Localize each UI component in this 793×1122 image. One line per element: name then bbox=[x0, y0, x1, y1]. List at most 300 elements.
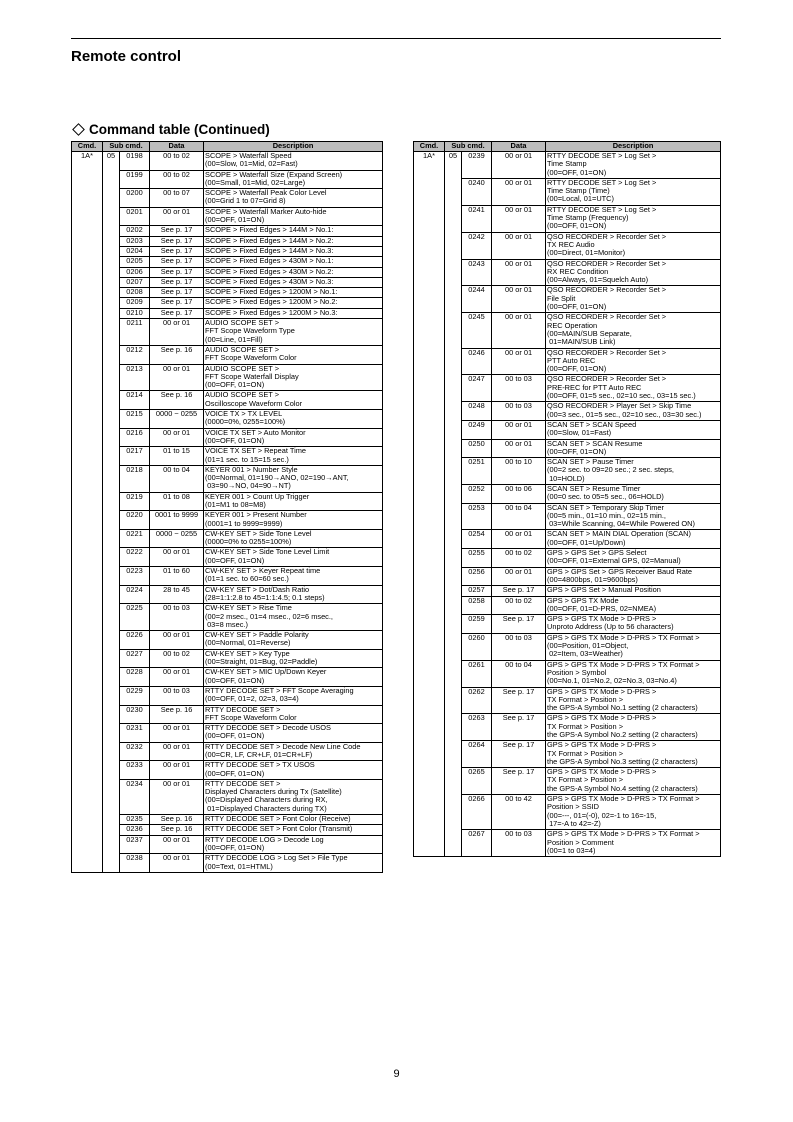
cmd-cell bbox=[72, 257, 103, 267]
table-row bbox=[72, 686, 383, 705]
sub-cmd-number-cell: 0252 bbox=[462, 484, 492, 503]
sub-cmd-cell bbox=[445, 596, 462, 615]
description-cell: RTTY DECODE LOG > Log Set > File Type (00=Text, 01=HTML) bbox=[204, 854, 383, 873]
table-row bbox=[72, 410, 383, 429]
data-cell: See p. 17 bbox=[492, 586, 546, 596]
sub-cmd-cell bbox=[445, 660, 462, 687]
sub-cmd-cell bbox=[103, 410, 120, 429]
table-row bbox=[72, 705, 383, 724]
table-row bbox=[72, 152, 383, 171]
sub-cmd-number-cell: 0239 bbox=[462, 152, 492, 179]
data-cell: 00 to 03 bbox=[492, 402, 546, 421]
sub-cmd-cell bbox=[103, 170, 120, 189]
table-header-row bbox=[72, 142, 383, 152]
table-row bbox=[414, 439, 721, 458]
table-row bbox=[414, 178, 721, 205]
data-cell: 00 to 02 bbox=[492, 549, 546, 568]
sub-cmd-number-cell: 0250 bbox=[462, 439, 492, 458]
sub-cmd-cell bbox=[103, 631, 120, 650]
data-cell: See p. 17 bbox=[150, 267, 204, 277]
sub-cmd-cell bbox=[445, 313, 462, 348]
cmd-cell bbox=[414, 348, 445, 375]
sub-cmd-number-cell: 0205 bbox=[120, 257, 150, 267]
description-cell: RTTY DECODE SET > Font Color (Transmit) bbox=[204, 825, 383, 835]
data-cell: 00 or 01 bbox=[492, 348, 546, 375]
sub-cmd-number-cell: 0218 bbox=[120, 465, 150, 492]
sub-cmd-cell bbox=[103, 686, 120, 705]
table-row bbox=[72, 548, 383, 567]
table-row bbox=[72, 277, 383, 287]
table-row bbox=[414, 795, 721, 830]
description-cell: SCOPE > Waterfall Peak Color Level (00=Grid 1 to 07=Grid 8) bbox=[204, 189, 383, 208]
cmd-cell bbox=[72, 511, 103, 530]
description-cell: SCOPE > Fixed Edges > 1200M > No.1: bbox=[204, 288, 383, 298]
table-row bbox=[414, 687, 721, 714]
cmd-cell bbox=[414, 178, 445, 205]
sub-cmd-number-cell: 0257 bbox=[462, 586, 492, 596]
sub-cmd-number-cell: 0266 bbox=[462, 795, 492, 830]
cmd-cell bbox=[72, 742, 103, 761]
data-cell: See p. 17 bbox=[150, 257, 204, 267]
cmd-cell bbox=[72, 319, 103, 346]
sub-cmd-number-cell: 0256 bbox=[462, 567, 492, 586]
cmd-cell bbox=[414, 567, 445, 586]
table-row bbox=[414, 830, 721, 857]
sub-cmd-cell bbox=[445, 567, 462, 586]
description-cell: SCAN SET > Resume Timer (00=0 sec. to 05=5 sec., 06=HOLD) bbox=[546, 484, 721, 503]
table-row bbox=[72, 604, 383, 631]
command-table-left bbox=[71, 141, 383, 873]
header-sub-cmd: Sub cmd. bbox=[103, 142, 150, 152]
cmd-cell bbox=[414, 503, 445, 530]
sub-cmd-cell bbox=[103, 649, 120, 668]
sub-cmd-number-cell: 0202 bbox=[120, 226, 150, 236]
table-row bbox=[72, 298, 383, 308]
sub-cmd-number-cell: 0221 bbox=[120, 529, 150, 548]
table-body-left bbox=[72, 152, 383, 873]
table-row bbox=[72, 170, 383, 189]
description-cell: RTTY DECODE SET > Font Color (Receive) bbox=[204, 815, 383, 825]
table-row bbox=[414, 549, 721, 568]
description-cell: GPS > GPS Set > GPS Receiver Baud Rate (00=4800bps, 01=9600bps) bbox=[546, 567, 721, 586]
sub-cmd-number-cell: 0209 bbox=[120, 298, 150, 308]
header-cmd: Cmd. bbox=[72, 142, 103, 152]
cmd-cell bbox=[72, 428, 103, 447]
sub-cmd-number-cell: 0217 bbox=[120, 447, 150, 466]
data-cell: See p. 17 bbox=[492, 687, 546, 714]
cmd-cell bbox=[414, 795, 445, 830]
description-cell: RTTY DECODE SET > Displayed Characters during Tx (Satellite) (00=Displayed Characters during RX, 01=Displayed Characters during TX) bbox=[204, 779, 383, 814]
cmd-cell bbox=[414, 830, 445, 857]
sub-cmd-number-cell: 0203 bbox=[120, 236, 150, 246]
data-cell: 00 to 03 bbox=[492, 830, 546, 857]
cmd-cell bbox=[72, 447, 103, 466]
cmd-cell bbox=[72, 825, 103, 835]
sub-cmd-cell bbox=[445, 503, 462, 530]
sub-cmd-number-cell: 0226 bbox=[120, 631, 150, 650]
data-cell: 00 to 03 bbox=[492, 633, 546, 660]
sub-cmd-cell bbox=[445, 795, 462, 830]
data-cell: 00 to 42 bbox=[492, 795, 546, 830]
sub-cmd-cell bbox=[103, 277, 120, 287]
description-cell: SCOPE > Fixed Edges > 430M > No.3: bbox=[204, 277, 383, 287]
cmd-cell bbox=[414, 596, 445, 615]
data-cell: 00 or 01 bbox=[150, 742, 204, 761]
table-row bbox=[72, 825, 383, 835]
sub-cmd-cell bbox=[103, 226, 120, 236]
data-cell: 00 or 01 bbox=[150, 364, 204, 391]
table-row bbox=[72, 631, 383, 650]
data-cell: 00 or 01 bbox=[150, 724, 204, 743]
cmd-cell bbox=[414, 313, 445, 348]
sub-cmd-number-cell: 0244 bbox=[462, 286, 492, 313]
table-row bbox=[414, 633, 721, 660]
cmd-cell bbox=[72, 246, 103, 256]
cmd-cell bbox=[72, 308, 103, 318]
description-cell: QSO RECORDER > Recorder Set > PRE-REC for PTT Auto REC (00=OFF, 01=5 sec., 02=10 sec., 03=15 sec.) bbox=[546, 375, 721, 402]
sub-cmd-number-cell: 0214 bbox=[120, 391, 150, 410]
cmd-cell bbox=[414, 484, 445, 503]
cmd-cell bbox=[414, 232, 445, 259]
description-cell: QSO RECORDER > Recorder Set > File Split (00=OFF, 01=ON) bbox=[546, 286, 721, 313]
data-cell: See p. 17 bbox=[150, 236, 204, 246]
sub-cmd-cell bbox=[103, 779, 120, 814]
table-row bbox=[72, 724, 383, 743]
table-row bbox=[72, 567, 383, 586]
table-row bbox=[72, 668, 383, 687]
header-description: Description bbox=[204, 142, 383, 152]
sub-cmd-cell bbox=[445, 402, 462, 421]
table-row bbox=[72, 854, 383, 873]
header-sub-cmd: Sub cmd. bbox=[445, 142, 492, 152]
table-row bbox=[72, 511, 383, 530]
sub-cmd-cell bbox=[103, 825, 120, 835]
sub-cmd-cell bbox=[103, 345, 120, 364]
data-cell: See p. 16 bbox=[150, 815, 204, 825]
table-header-row bbox=[414, 142, 721, 152]
cmd-cell bbox=[414, 402, 445, 421]
data-cell: 00 or 01 bbox=[492, 567, 546, 586]
table-row bbox=[72, 189, 383, 208]
sub-cmd-number-cell: 0242 bbox=[462, 232, 492, 259]
cmd-cell bbox=[414, 259, 445, 286]
data-cell: 00 to 03 bbox=[492, 375, 546, 402]
cmd-cell bbox=[414, 420, 445, 439]
data-cell: 01 to 15 bbox=[150, 447, 204, 466]
sub-cmd-number-cell: 0245 bbox=[462, 313, 492, 348]
sub-cmd-cell bbox=[103, 308, 120, 318]
data-cell: See p. 16 bbox=[150, 825, 204, 835]
description-cell: SCOPE > Fixed Edges > 430M > No.1: bbox=[204, 257, 383, 267]
data-cell: 01 to 08 bbox=[150, 492, 204, 511]
data-cell: 00 or 01 bbox=[150, 779, 204, 814]
cmd-cell bbox=[414, 660, 445, 687]
sub-cmd-number-cell: 0228 bbox=[120, 668, 150, 687]
table-row bbox=[414, 259, 721, 286]
sub-cmd-number-cell: 0227 bbox=[120, 649, 150, 668]
data-cell: See p. 16 bbox=[150, 391, 204, 410]
data-cell: 00 or 01 bbox=[150, 207, 204, 226]
cmd-cell bbox=[72, 724, 103, 743]
cmd-cell bbox=[414, 741, 445, 768]
table-row bbox=[414, 152, 721, 179]
sub-cmd-cell bbox=[103, 288, 120, 298]
description-cell: CW-KEY SET > Side Tone Level Limit (00=OFF, 01=ON) bbox=[204, 548, 383, 567]
data-cell: 00 or 01 bbox=[492, 178, 546, 205]
sub-cmd-number-cell: 0224 bbox=[120, 585, 150, 604]
sub-cmd-number-cell: 0235 bbox=[120, 815, 150, 825]
data-cell: 00 or 01 bbox=[492, 152, 546, 179]
data-cell: 00 or 01 bbox=[150, 835, 204, 854]
description-cell: SCAN SET > MAIN DIAL Operation (SCAN) (00=OFF, 01=Up/Down) bbox=[546, 530, 721, 549]
description-cell: SCOPE > Fixed Edges > 144M > No.2: bbox=[204, 236, 383, 246]
description-cell: KEYER 001 > Count Up Trigger (01=M1 to 08=M8) bbox=[204, 492, 383, 511]
cmd-cell bbox=[414, 768, 445, 795]
data-cell: See p. 17 bbox=[492, 768, 546, 795]
description-cell: VOICE TX > TX LEVEL (0000=0%, 0255=100%) bbox=[204, 410, 383, 429]
table-row bbox=[414, 205, 721, 232]
description-cell: GPS > GPS Set > Manual Position bbox=[546, 586, 721, 596]
table-row bbox=[414, 503, 721, 530]
sub-cmd-number-cell: 0264 bbox=[462, 741, 492, 768]
cmd-cell bbox=[72, 686, 103, 705]
sub-cmd-cell bbox=[103, 742, 120, 761]
cmd-cell bbox=[72, 854, 103, 873]
sub-cmd-cell: 05 bbox=[103, 152, 120, 171]
data-cell: 00 to 03 bbox=[150, 686, 204, 705]
data-cell: 00 to 02 bbox=[150, 170, 204, 189]
cmd-cell bbox=[414, 439, 445, 458]
description-cell: GPS > GPS TX Mode > D-PRS > TX Format > Position > SSID (00=---, 01=(-0), 02=-1 to 16=-15, 17=-A to 42=-Z) bbox=[546, 795, 721, 830]
data-cell: 00 to 02 bbox=[150, 649, 204, 668]
sub-cmd-cell bbox=[103, 391, 120, 410]
table-row bbox=[72, 364, 383, 391]
description-cell: SCOPE > Waterfall Marker Auto-hide (00=OFF, 01=ON) bbox=[204, 207, 383, 226]
sub-cmd-number-cell: 0236 bbox=[120, 825, 150, 835]
sub-cmd-number-cell: 0210 bbox=[120, 308, 150, 318]
table-row bbox=[72, 267, 383, 277]
sub-cmd-number-cell: 0261 bbox=[462, 660, 492, 687]
sub-cmd-cell bbox=[103, 529, 120, 548]
sub-cmd-cell bbox=[103, 815, 120, 825]
table-row bbox=[414, 567, 721, 586]
table-row bbox=[414, 313, 721, 348]
data-cell: 00 or 01 bbox=[492, 205, 546, 232]
sub-cmd-number-cell: 0230 bbox=[120, 705, 150, 724]
description-cell: SCOPE > Fixed Edges > 144M > No.3: bbox=[204, 246, 383, 256]
description-cell: AUDIO SCOPE SET > FFT Scope Waveform Color bbox=[204, 345, 383, 364]
description-cell: CW-KEY SET > MIC Up/Down Keyer (00=OFF, 01=ON) bbox=[204, 668, 383, 687]
sub-cmd-cell bbox=[445, 687, 462, 714]
table-row bbox=[72, 246, 383, 256]
description-cell: RTTY DECODE SET > FFT Scope Averaging (00=OFF, 01=2, 02=3, 03=4) bbox=[204, 686, 383, 705]
sub-cmd-number-cell: 0200 bbox=[120, 189, 150, 208]
description-cell: QSO RECORDER > Player Set > Skip Time (00=3 sec., 01=5 sec., 02=10 sec., 03=30 sec.) bbox=[546, 402, 721, 421]
data-cell: 00 or 01 bbox=[150, 548, 204, 567]
sub-cmd-number-cell: 0198 bbox=[120, 152, 150, 171]
sub-cmd-cell bbox=[103, 465, 120, 492]
data-cell: See p. 16 bbox=[150, 345, 204, 364]
description-cell: CW-KEY SET > Rise Time (00=2 msec., 01=4 msec., 02=6 msec., 03=8 msec.) bbox=[204, 604, 383, 631]
description-cell: GPS > GPS TX Mode > D-PRS > TX Format > Position > Symbol (00=No.1, 01=No.2, 02=No.3, 03=No.4) bbox=[546, 660, 721, 687]
sub-cmd-number-cell: 0263 bbox=[462, 714, 492, 741]
description-cell: QSO RECORDER > Recorder Set > REC Operation (00=MAIN/SUB Separate, 01=MAIN/SUB Link) bbox=[546, 313, 721, 348]
sub-cmd-number-cell: 0204 bbox=[120, 246, 150, 256]
description-cell: CW-KEY SET > Side Tone Level (0000=0% to 0255=100%) bbox=[204, 529, 383, 548]
description-cell: SCOPE > Fixed Edges > 1200M > No.3: bbox=[204, 308, 383, 318]
data-cell: 00 or 01 bbox=[150, 631, 204, 650]
table-row bbox=[72, 649, 383, 668]
sub-cmd-cell bbox=[103, 705, 120, 724]
description-cell: RTTY DECODE SET > Log Set > Time Stamp (Frequency) (00=OFF, 01=ON) bbox=[546, 205, 721, 232]
table-row bbox=[72, 207, 383, 226]
cmd-cell bbox=[72, 364, 103, 391]
description-cell: AUDIO SCOPE SET > FFT Scope Waveform Type (00=Line, 01=Fill) bbox=[204, 319, 383, 346]
data-cell: 28 to 45 bbox=[150, 585, 204, 604]
sub-cmd-number-cell: 0208 bbox=[120, 288, 150, 298]
sub-cmd-number-cell: 0231 bbox=[120, 724, 150, 743]
sub-cmd-number-cell: 0259 bbox=[462, 615, 492, 634]
cmd-cell bbox=[72, 585, 103, 604]
data-cell: 00 to 03 bbox=[150, 604, 204, 631]
table-row bbox=[72, 288, 383, 298]
table-row bbox=[414, 768, 721, 795]
sub-cmd-cell bbox=[103, 492, 120, 511]
sub-cmd-cell bbox=[445, 420, 462, 439]
cmd-cell bbox=[72, 236, 103, 246]
cmd-cell bbox=[72, 207, 103, 226]
description-cell: RTTY DECODE SET > Decode New Line Code (00=CR, LF, CR+LF, 01=CR+LF) bbox=[204, 742, 383, 761]
sub-cmd-number-cell: 0240 bbox=[462, 178, 492, 205]
table-row bbox=[72, 391, 383, 410]
sub-cmd-number-cell: 0243 bbox=[462, 259, 492, 286]
table-row bbox=[72, 761, 383, 780]
data-cell: See p. 17 bbox=[492, 714, 546, 741]
description-cell: RTTY DECODE SET > FFT Scope Waveform Color bbox=[204, 705, 383, 724]
description-cell: GPS > GPS TX Mode > D-PRS > TX Format > (00=Position, 01=Object, 02=Item, 03=Weather) bbox=[546, 633, 721, 660]
data-cell: 00 to 04 bbox=[492, 503, 546, 530]
sub-cmd-cell bbox=[445, 586, 462, 596]
sub-cmd-number-cell: 0212 bbox=[120, 345, 150, 364]
sub-cmd-cell bbox=[445, 741, 462, 768]
sub-cmd-number-cell: 0201 bbox=[120, 207, 150, 226]
cmd-cell bbox=[72, 170, 103, 189]
sub-cmd-number-cell: 0246 bbox=[462, 348, 492, 375]
header-data: Data bbox=[150, 142, 204, 152]
cmd-cell bbox=[414, 549, 445, 568]
data-cell: 00 or 01 bbox=[492, 313, 546, 348]
data-cell: 00 to 02 bbox=[492, 596, 546, 615]
data-cell: 00 or 01 bbox=[492, 530, 546, 549]
description-cell: QSO RECORDER > Recorder Set > PTT Auto REC (00=OFF, 01=ON) bbox=[546, 348, 721, 375]
table-row bbox=[414, 402, 721, 421]
data-cell: See p. 17 bbox=[150, 288, 204, 298]
sub-cmd-cell bbox=[103, 548, 120, 567]
table-row bbox=[72, 779, 383, 814]
table-row bbox=[414, 458, 721, 485]
cmd-cell bbox=[72, 604, 103, 631]
sub-cmd-cell bbox=[103, 246, 120, 256]
data-cell: 00 to 04 bbox=[150, 465, 204, 492]
sub-cmd-number-cell: 0199 bbox=[120, 170, 150, 189]
description-cell: AUDIO SCOPE SET > FFT Scope Waterfall Display (00=OFF, 01=ON) bbox=[204, 364, 383, 391]
sub-cmd-number-cell: 0216 bbox=[120, 428, 150, 447]
sub-cmd-number-cell: 0237 bbox=[120, 835, 150, 854]
table-row bbox=[414, 741, 721, 768]
page-title: Remote control bbox=[71, 48, 182, 65]
description-cell: SCOPE > Fixed Edges > 144M > No.1: bbox=[204, 226, 383, 236]
sub-cmd-number-cell: 0222 bbox=[120, 548, 150, 567]
sub-cmd-cell bbox=[103, 854, 120, 873]
cmd-cell bbox=[72, 567, 103, 586]
table-row bbox=[72, 835, 383, 854]
table-row bbox=[72, 308, 383, 318]
description-cell: SCOPE > Fixed Edges > 1200M > No.2: bbox=[204, 298, 383, 308]
sub-cmd-cell bbox=[103, 511, 120, 530]
cmd-cell bbox=[72, 529, 103, 548]
description-cell: QSO RECORDER > Recorder Set > RX REC Condition (00=Always, 01=Squelch Auto) bbox=[546, 259, 721, 286]
description-cell: SCOPE > Waterfall Size (Expand Screen) (00=Small, 01=Mid, 02=Large) bbox=[204, 170, 383, 189]
description-cell: SCAN SET > SCAN Resume (00=OFF, 01=ON) bbox=[546, 439, 721, 458]
sub-cmd-number-cell: 0219 bbox=[120, 492, 150, 511]
data-cell: 00 to 02 bbox=[150, 152, 204, 171]
sub-cmd-cell bbox=[445, 259, 462, 286]
sub-cmd-number-cell: 0215 bbox=[120, 410, 150, 429]
sub-cmd-cell bbox=[445, 615, 462, 634]
sub-cmd-number-cell: 0223 bbox=[120, 567, 150, 586]
data-cell: 00 to 04 bbox=[492, 660, 546, 687]
sub-cmd-number-cell: 0248 bbox=[462, 402, 492, 421]
cmd-cell bbox=[72, 668, 103, 687]
top-rule bbox=[71, 38, 721, 39]
cmd-cell bbox=[72, 649, 103, 668]
cmd-cell bbox=[72, 391, 103, 410]
table-row bbox=[414, 615, 721, 634]
table-row bbox=[414, 375, 721, 402]
description-cell: VOICE TX SET > Repeat Time (01=1 sec. to 15=15 sec.) bbox=[204, 447, 383, 466]
cmd-cell bbox=[414, 687, 445, 714]
table-row bbox=[72, 529, 383, 548]
description-cell: RTTY DECODE SET > Decode USOS (00=OFF, 01=ON) bbox=[204, 724, 383, 743]
sub-cmd-cell bbox=[103, 364, 120, 391]
command-table-right bbox=[413, 141, 721, 857]
data-cell: See p. 17 bbox=[150, 298, 204, 308]
data-cell: 00 or 01 bbox=[492, 232, 546, 259]
data-cell: 00 to 06 bbox=[492, 484, 546, 503]
table-row bbox=[414, 484, 721, 503]
table-row bbox=[72, 492, 383, 511]
table-row bbox=[414, 660, 721, 687]
sub-cmd-number-cell: 0234 bbox=[120, 779, 150, 814]
sub-cmd-cell bbox=[445, 830, 462, 857]
page-number: 9 bbox=[393, 1068, 400, 1080]
sub-cmd-number-cell: 0267 bbox=[462, 830, 492, 857]
header-description: Description bbox=[546, 142, 721, 152]
cmd-cell bbox=[414, 286, 445, 313]
description-cell: GPS > GPS TX Mode > D-PRS > TX Format > Position > Comment (00=1 to 03=4) bbox=[546, 830, 721, 857]
cmd-cell bbox=[72, 345, 103, 364]
data-cell: 0001 to 9999 bbox=[150, 511, 204, 530]
sub-cmd-number-cell: 0225 bbox=[120, 604, 150, 631]
cmd-cell bbox=[72, 267, 103, 277]
sub-cmd-number-cell: 0211 bbox=[120, 319, 150, 346]
sub-cmd-number-cell: 0207 bbox=[120, 277, 150, 287]
description-cell: GPS > GPS Set > GPS Select (00=OFF, 01=External GPS, 02=Manual) bbox=[546, 549, 721, 568]
data-cell: 00 or 01 bbox=[492, 259, 546, 286]
table-row bbox=[72, 226, 383, 236]
cmd-cell: 1A* bbox=[72, 152, 103, 171]
sub-cmd-number-cell: 0241 bbox=[462, 205, 492, 232]
